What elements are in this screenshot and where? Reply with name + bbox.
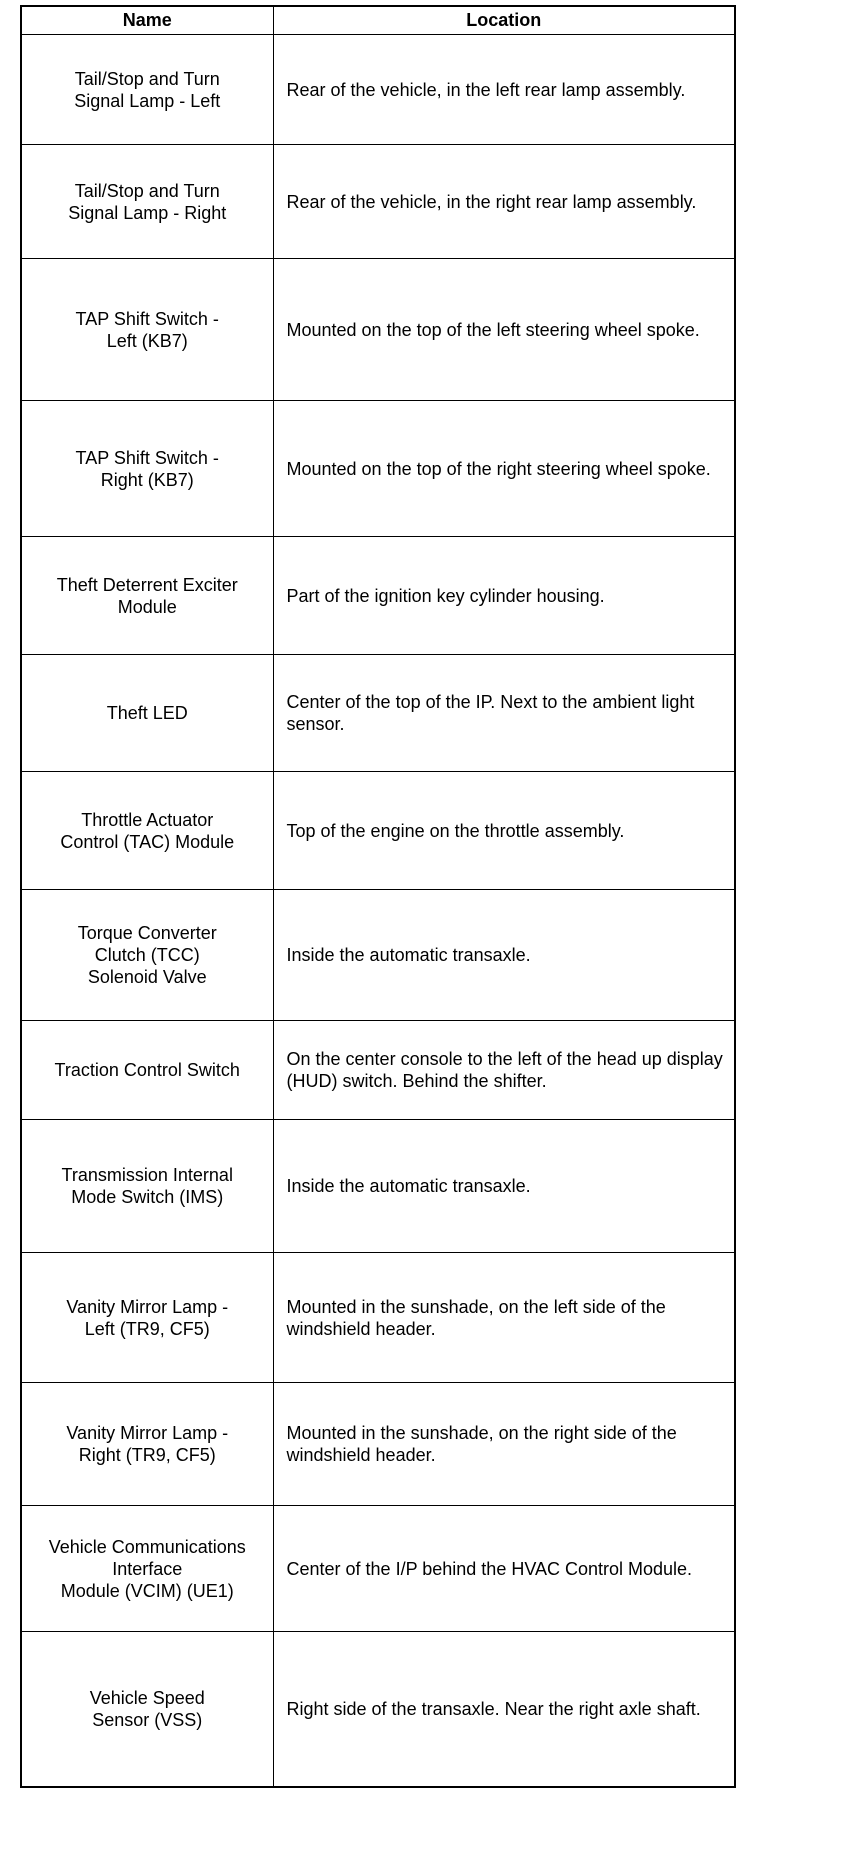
- component-name: Vehicle Speed Sensor (VSS): [21, 1632, 273, 1787]
- table-row: [21, 259, 735, 401]
- component-name: Theft Deterrent Exciter Module: [21, 537, 273, 655]
- header-location: Location: [273, 6, 735, 35]
- table-row: [21, 890, 735, 1021]
- component-location: Center of the I/P behind the HVAC Control Module.: [273, 1506, 735, 1632]
- component-name: Throttle Actuator Control (TAC) Module: [21, 772, 273, 890]
- component-location: Rear of the vehicle, in the right rear lamp assembly.: [273, 145, 735, 259]
- component-name: TAP Shift Switch - Right (KB7): [21, 401, 273, 537]
- component-location: Mounted in the sunshade, on the left side of the windshield header.: [273, 1253, 735, 1383]
- component-location: Top of the engine on the throttle assembly.: [273, 772, 735, 890]
- component-location: Center of the top of the IP. Next to the ambient light sensor.: [273, 655, 735, 772]
- component-name: Transmission Internal Mode Switch (IMS): [21, 1120, 273, 1253]
- table-row: [21, 1383, 735, 1506]
- component-location: Rear of the vehicle, in the left rear lamp assembly.: [273, 35, 735, 145]
- header-row: [21, 6, 735, 35]
- component-name: Traction Control Switch: [21, 1021, 273, 1120]
- component-location-table: [20, 5, 736, 1788]
- table-row: [21, 772, 735, 890]
- component-name: Vehicle Communications Interface Module (VCIM) (UE1): [21, 1506, 273, 1632]
- component-name: Torque Converter Clutch (TCC) Solenoid Valve: [21, 890, 273, 1021]
- table-row: [21, 401, 735, 537]
- table-row: [21, 1021, 735, 1120]
- component-name: Tail/Stop and Turn Signal Lamp - Right: [21, 145, 273, 259]
- component-name: Vanity Mirror Lamp - Left (TR9, CF5): [21, 1253, 273, 1383]
- component-location: Mounted in the sunshade, on the right side of the windshield header.: [273, 1383, 735, 1506]
- table-row: [21, 655, 735, 772]
- component-location: Mounted on the top of the right steering wheel spoke.: [273, 401, 735, 537]
- table-row: [21, 537, 735, 655]
- component-location: On the center console to the left of the head up display (HUD) switch. Behind the shifter.: [273, 1021, 735, 1120]
- component-location: Right side of the transaxle. Near the right axle shaft.: [273, 1632, 735, 1787]
- component-location: Inside the automatic transaxle.: [273, 890, 735, 1021]
- table-row: [21, 145, 735, 259]
- table-row: [21, 1253, 735, 1383]
- table-row: [21, 1120, 735, 1253]
- component-name: Vanity Mirror Lamp - Right (TR9, CF5): [21, 1383, 273, 1506]
- component-location: Mounted on the top of the left steering wheel spoke.: [273, 259, 735, 401]
- table-row: [21, 1632, 735, 1787]
- header-name: Name: [21, 6, 273, 35]
- component-name: Tail/Stop and Turn Signal Lamp - Left: [21, 35, 273, 145]
- table-row: [21, 35, 735, 145]
- component-location: Inside the automatic transaxle.: [273, 1120, 735, 1253]
- component-name: TAP Shift Switch - Left (KB7): [21, 259, 273, 401]
- component-name: Theft LED: [21, 655, 273, 772]
- component-location: Part of the ignition key cylinder housing.: [273, 537, 735, 655]
- table-row: [21, 1506, 735, 1632]
